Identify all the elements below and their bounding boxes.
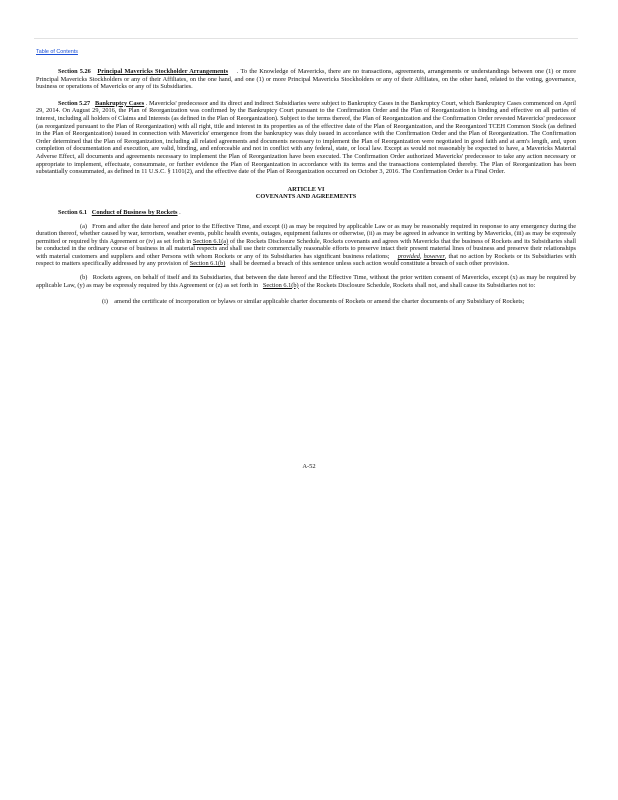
comma: , (419, 252, 422, 260)
section-title: Bankruptcy Cases (95, 99, 145, 107)
paragraph-label: (b) (80, 274, 88, 282)
however-term: however (423, 252, 445, 260)
section-title-tail: . (179, 208, 181, 216)
section-5-26 (36, 68, 576, 91)
section-number: Section 5.27 (58, 99, 91, 107)
header-rule (34, 38, 578, 39)
section-6-1 (36, 209, 576, 217)
article-heading (36, 186, 576, 201)
cross-reference[interactable]: Section 6.1(b) (189, 260, 226, 268)
paragraph-label: (i) (102, 298, 108, 306)
article-number: ARTICLE VI (287, 185, 325, 193)
table-of-contents-link[interactable]: Table of Contents (36, 49, 78, 55)
section-title: Principal Mavericks Stockholder Arrangements (97, 68, 229, 75)
paragraph-text: Rockets agrees, on behalf of itself and its Subsidiaries, that between the date hereof and the Effective Time, without the prior written consent of Mavericks, except (x) as may be required by applicable Law, (y) as may be expressly required by this Agreement or (z) as set forth in (36, 274, 576, 289)
cross-reference[interactable]: Section 6.1(a) (192, 237, 229, 245)
section-number: Section 6.1 (58, 208, 88, 216)
section-body: . Mavericks' predecessor and its direct and indirect Subsidiaries were subject to Bankruptcy Cases in the Bankruptcy Court, which Bankruptcy Cases commenced on April 29, 2014. On August 29, 2016, the Plan of Reorganization was confirmed by the Bankruptcy Court pursuant to the Confirmation Order and the Plan of Reorganization is binding and effective on all parties of interest, including all holders of Claims and Interests (as defined in the Plan of Reorganization). Subject to the terms thereof, the Plan of Reorganization and the Confirmation Order revested Mavericks' predecessor (as reorganized pursuant to the Plan of Reorganization) with all right, title and interest in its properties as of the effective date of the Plan of Reorganization, and the Reorganized TCEH Common Stock (as defined in the Plan of Reorganization) issued in connection with Mavericks' emergence from the bankruptcy was duly issued in accordance with the Confirmation Order and the Plan of Reorganization. The Confirmation Order determined that the Plan of Reorganization, including all related agreements and documents necessary to implement the Plan of Reorganization were negotiated in good faith and at arm's length, and, upon completion of documentation and execution, are valid, binding, and enforceable and not in conflict with any federal, state, or local law. Except as would not reasonably be expected to have, a Mavericks Material Adverse Effect, all documents and agreements necessary to implement the Plan of Reorganization have been executed. The Confirmation Order authorized Mavericks' predecessor to take any action necessary or appropriate to implement, effectuate, consummate, or further evidence the Plan of Reorganization in accordance with its terms and the transactions contemplated thereby. The Plan of Reorganization has been substantially consummated, as defined in 11 U.S.C. § 1101(2), and the effective date of the Plan of Reorganization occurred on October 3, 2016. The Confirmation Order is a Final Order. (36, 99, 576, 176)
paragraph-text: amend the certificate of incorporation or bylaws or similar applicable charter documents of Rockets or amend the charter documents of any Subsidiary of Rockets; (114, 298, 525, 306)
article-title: COVENANTS AND AGREEMENTS (255, 193, 357, 201)
paragraph-label: (a) (80, 222, 87, 230)
paragraph-text: of the Rockets Disclosure Schedule, Rockets shall not, and shall cause its Subsidiaries not to: (300, 281, 536, 289)
cross-reference[interactable]: Section 6.1(b) (262, 281, 299, 289)
section-5-27 (36, 100, 576, 176)
paragraph-b (36, 274, 576, 289)
paragraph-a (36, 223, 576, 269)
section-body: . To the Knowledge of Mavericks, there are no transactions, agreements, arrangements or understandings between one (1) or more Principal Mavericks Stockholders or any of their Affiliates, on the one hand, and one (1) or more Principal Mavericks Stockholders or any of their Affiliates, on the other hand, related to the voting, governance, business or operations of Mavericks or any of its Subsidiaries. (36, 68, 576, 91)
page-number: A-52 (302, 463, 316, 470)
paragraph-text: , that no action by Rockets or its Subsidiaries with respect to matters specifically addressed by any provision of (36, 252, 577, 268)
document-body (36, 68, 576, 306)
paragraph-text: of the Rockets Disclosure Schedule, Rockets covenants and agrees with Mavericks that the business of Rockets and its Subsidiaries shall be conducted in the ordinary course of business in all material respects and shall use their commercially reasonable efforts to preserve intact their present material lines of business and preserve their relationships with material customers and suppliers and other Persons with whom Rockets or any of its Subsidiaries has significant business relations; (36, 237, 577, 260)
paragraph-text: shall be deemed a breach of this sentence unless such action would constitute a breach of such other provision. (230, 260, 510, 268)
paragraph-text: From and after the date hereof and prior to the Effective Time, and except (i) as may be required by applicable Law or as may be reasonably required in response to any emergency during the duration thereof, whether caused by war, terrorism, weather events, public health events, outages, equipment failures or otherwise, (ii) as may be agreed in advance in writing by Mavericks, (iii) as may be expressly permitted or required by this Agreement or (iv) as set forth in (36, 222, 576, 245)
section-title: Conduct of Business by Rockets (91, 208, 178, 216)
section-number: Section 5.26 (58, 68, 91, 75)
paragraph-i (36, 298, 576, 306)
provided-term: provided (397, 252, 420, 260)
